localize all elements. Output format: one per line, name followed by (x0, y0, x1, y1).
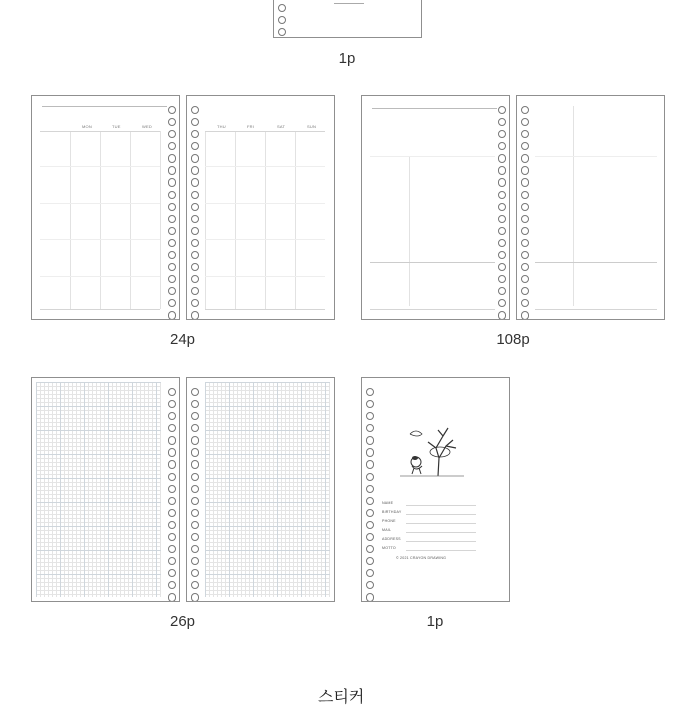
copyright-text: © 2021 CRAYON DRAWING (396, 556, 447, 560)
cover-page-top (273, 0, 422, 38)
note-left-page (361, 95, 510, 320)
day-label: WED (142, 124, 152, 129)
day-label: MON (82, 124, 92, 129)
day-label: TUE (112, 124, 121, 129)
ring-binding (278, 4, 286, 36)
field-label: NAME (382, 501, 394, 505)
ring-binding (521, 106, 529, 320)
field-label: BIRTHDAY (382, 510, 402, 514)
field-label: MAIL (382, 528, 392, 532)
next-section-heading: 스티커 (318, 689, 365, 706)
ring-binding (191, 388, 199, 602)
grid-right-page (186, 377, 335, 602)
day-label: THU (217, 124, 226, 129)
field-label: PHONE (382, 519, 396, 523)
tree-illustration (398, 418, 468, 478)
field-label: MOTTO (382, 546, 396, 550)
ring-binding (366, 388, 374, 602)
caption-weekly: 24p (169, 331, 196, 348)
weekly-right-page (186, 95, 335, 320)
day-label: FRI (247, 124, 255, 129)
ring-binding (168, 388, 176, 602)
caption-note: 108p (496, 331, 530, 348)
ring-binding (498, 106, 506, 320)
day-label: SUN (307, 124, 317, 129)
grid-left-page (31, 377, 180, 602)
ring-binding (191, 106, 199, 320)
field-label: ADDRESS (382, 537, 401, 541)
profile-page (361, 377, 510, 602)
weekly-left-page (31, 95, 180, 320)
note-right-page (516, 95, 665, 320)
ring-binding (168, 106, 176, 320)
caption-grid: 26p (169, 613, 196, 630)
caption-profile: 1p (426, 613, 444, 630)
day-label: SAT (277, 124, 286, 129)
caption-top: 1p (338, 50, 356, 67)
